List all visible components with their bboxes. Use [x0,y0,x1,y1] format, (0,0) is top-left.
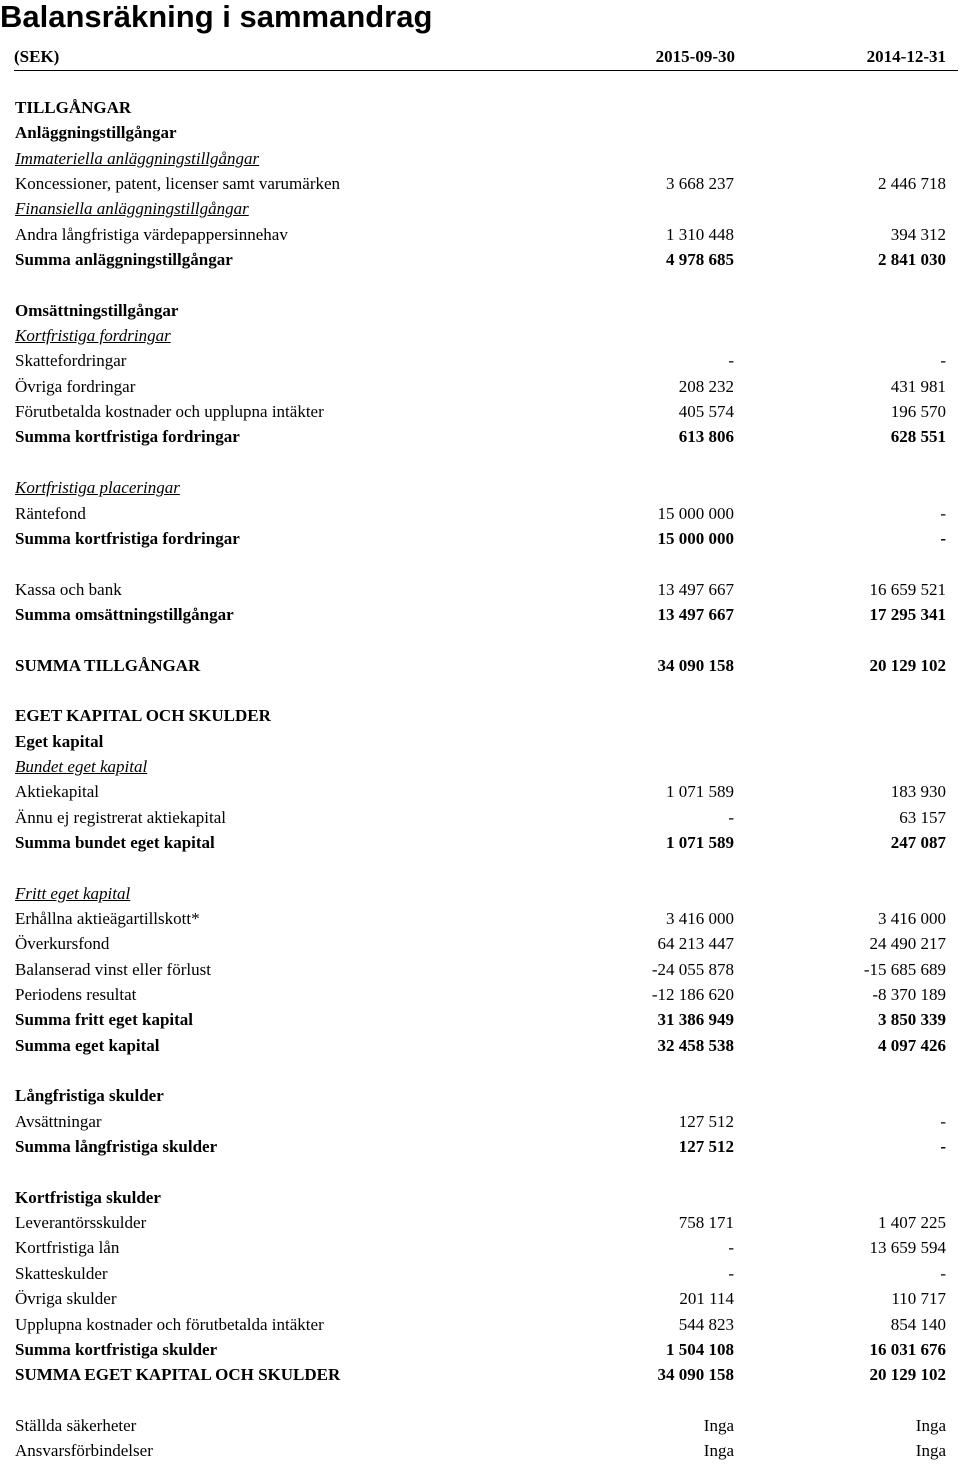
row-label: Kortfristiga lån [15,1238,120,1258]
table-row [15,1134,946,1159]
value-2015-09-30: 13 497 667 [657,579,734,599]
column-header [14,44,958,71]
value-2015-09-30: - [728,351,734,371]
value-2014-12-31: 854 140 [890,1314,946,1334]
spacer-row [15,450,946,475]
row-label: Immateriella anläggningstillgångar [15,148,260,168]
row-label: Balanserad vinst eller förlust [15,959,211,979]
value-2015-09-30: 3 668 237 [666,174,734,194]
value-2014-12-31: 16 031 676 [869,1339,946,1359]
value-2014-12-31: - [940,351,946,371]
value-2014-12-31: 24 490 217 [869,934,946,954]
row-label: Omsättningstillgångar [15,300,179,320]
table-row [15,881,946,906]
table-row [15,805,946,830]
table-row [15,475,946,500]
row-label: Kortfristiga placeringar [15,478,180,498]
row-label: SUMMA TILLGÅNGAR [15,655,201,675]
value-2015-09-30: -24 055 878 [651,959,734,979]
row-label: Ansvarsförbindelser [15,1441,153,1461]
table-row [15,1286,946,1311]
table-row [15,1312,946,1337]
value-2015-09-30: Inga [703,1441,734,1461]
table-row [15,577,946,602]
value-2014-12-31: 17 295 341 [869,604,946,624]
spacer-row [15,855,946,880]
value-2014-12-31: 2 446 718 [878,174,946,194]
value-2014-12-31: 13 659 594 [869,1238,946,1258]
value-2015-09-30: 201 114 [679,1289,734,1309]
row-label: Koncessioner, patent, licenser samt varumärken [15,174,341,194]
table-row [15,703,946,728]
value-2014-12-31: Inga [915,1415,946,1435]
value-2015-09-30: 758 171 [678,1213,734,1233]
spacer-row [15,678,946,703]
row-label: SUMMA EGET KAPITAL OCH SKULDER [15,1365,341,1385]
table-row [15,830,946,855]
table-row [15,957,946,982]
row-label: Summa fritt eget kapital [15,1010,194,1030]
table-row [15,1413,946,1438]
table-row [15,1235,946,1260]
value-2014-12-31: 3 416 000 [878,909,946,928]
table-row [15,1033,946,1058]
row-label: Fritt eget kapital [15,883,131,903]
value-2014-12-31: 63 157 [899,807,946,827]
row-label: Ställda säkerheter [15,1415,137,1435]
value-2015-09-30: 31 386 949 [657,1010,734,1030]
value-2014-12-31: 247 087 [890,832,946,852]
row-label: Eget kapital [15,731,104,751]
value-2014-12-31: 110 717 [891,1289,946,1309]
value-2014-12-31: 431 981 [890,376,946,396]
table-row [15,1007,946,1032]
page-title: Balansräkning i sammandrag [0,0,433,34]
row-label: EGET KAPITAL OCH SKULDER [15,706,271,726]
table-row [15,1083,946,1108]
currency-label: (SEK) [14,47,60,66]
table-row [15,931,946,956]
value-2014-12-31: 20 129 102 [869,1365,946,1385]
table-row [15,1438,946,1463]
row-label: Kortfristiga fordringar [15,326,171,346]
table-row [15,1185,946,1210]
value-2015-09-30: 208 232 [678,376,734,396]
value-2014-12-31: 394 312 [890,224,946,244]
table-row [15,374,946,399]
value-2015-09-30: - [728,807,734,827]
table-row [15,399,946,424]
value-2015-09-30: 405 574 [678,402,734,422]
row-label: Summa omsättningstillgångar [15,604,234,624]
spacer-row [15,551,946,576]
value-2014-12-31: - [940,503,946,523]
row-label: Upplupna kostnader och förutbetalda intäkter [15,1314,324,1334]
table-row [15,779,946,804]
row-label: Skattefordringar [15,351,127,371]
row-label: Avsättningar [15,1111,102,1131]
table-row [15,1337,946,1362]
value-2015-09-30: 1 310 448 [666,224,734,244]
row-label: Räntefond [15,503,86,523]
spacer-row [15,1058,946,1083]
value-2015-09-30: 15 000 000 [657,528,734,548]
row-label: Leverantörsskulder [15,1213,147,1233]
row-label: Överkursfond [15,934,110,954]
spacer-row [15,627,946,652]
value-2015-09-30: 13 497 667 [657,604,734,624]
value-2014-12-31: 4 097 426 [878,1035,946,1055]
value-2015-09-30: - [728,1238,734,1258]
table-row [15,95,946,120]
value-2015-09-30: 613 806 [678,427,734,447]
row-label: Förutbetalda kostnader och upplupna intäkter [15,402,324,422]
value-2014-12-31: - [940,528,946,548]
column-date-2014: 2014-12-31 [866,47,946,66]
value-2015-09-30: 32 458 538 [657,1035,734,1055]
value-2015-09-30: 127 512 [678,1137,734,1157]
value-2014-12-31: -8 370 189 [872,985,946,1005]
value-2015-09-30: 34 090 158 [657,1365,734,1385]
row-label: Summa kortfristiga fordringar [15,528,240,548]
row-label: Summa eget kapital [15,1035,160,1055]
table-row [15,1109,946,1134]
value-2014-12-31: - [940,1263,946,1283]
spacer-row [15,1159,946,1184]
value-2015-09-30: 127 512 [678,1111,734,1131]
row-label: Summa bundet eget kapital [15,832,215,852]
row-label: Summa kortfristiga skulder [15,1339,218,1359]
value-2014-12-31: 628 551 [890,427,946,447]
row-label: Andra långfristiga värdepappersinnehav [15,224,288,244]
row-label: TILLGÅNGAR [15,98,132,117]
value-2015-09-30: 544 823 [678,1314,734,1334]
table-row [15,501,946,526]
value-2014-12-31: 16 659 521 [869,579,946,599]
table-row [15,196,946,221]
table-row [15,146,946,171]
row-label: Aktiekapital [15,782,100,802]
value-2014-12-31: 2 841 030 [878,250,946,270]
row-label: Bundet eget kapital [15,756,148,776]
value-2014-12-31: - [940,1111,946,1131]
row-label: Ännu ej registrerat aktiekapital [15,807,226,827]
row-label: Anläggningstillgångar [15,123,177,143]
row-label: Kassa och bank [15,579,122,599]
table-row [15,424,946,449]
value-2015-09-30: 1 071 589 [666,782,734,802]
value-2014-12-31: 1 407 225 [878,1213,946,1233]
value-2015-09-30: 64 213 447 [657,934,734,954]
row-label: Övriga fordringar [15,376,136,396]
value-2015-09-30: Inga [703,1415,734,1435]
row-label: Summa anläggningstillgångar [15,250,233,270]
row-label: Kortfristiga skulder [15,1187,161,1207]
row-label: Erhållna aktieägartillskott* [15,909,200,928]
table-row [15,754,946,779]
table-row [15,298,946,323]
table-row [15,906,946,931]
table-row [15,247,946,272]
value-2015-09-30: -12 186 620 [651,985,734,1005]
spacer-row [15,272,946,297]
value-2014-12-31: 196 570 [890,402,946,422]
value-2015-09-30: 34 090 158 [657,655,734,675]
table-row [15,982,946,1007]
table-row [15,602,946,627]
row-label: Finansiella anläggningstillgångar [15,199,249,219]
value-2014-12-31: 3 850 339 [878,1010,946,1030]
value-2014-12-31: Inga [915,1441,946,1461]
table-row [15,526,946,551]
value-2015-09-30: 1 504 108 [666,1339,734,1359]
table-row [15,1210,946,1235]
row-label: Summa kortfristiga fordringar [15,427,240,447]
table-row [15,1261,946,1286]
column-date-2015: 2015-09-30 [655,47,735,66]
value-2014-12-31: 183 930 [890,782,946,802]
value-2014-12-31: 20 129 102 [869,655,946,675]
value-2015-09-30: 4 978 685 [666,250,734,270]
row-label: Övriga skulder [15,1289,117,1309]
row-label: Summa långfristiga skulder [15,1137,218,1157]
table-row [15,653,946,678]
value-2015-09-30: 3 416 000 [666,909,734,928]
value-2015-09-30: - [728,1263,734,1283]
table-row [15,1362,946,1387]
table-row [15,348,946,373]
table-row [15,171,946,196]
row-label: Skatteskulder [15,1263,108,1283]
value-2015-09-30: 15 000 000 [657,503,734,523]
balance-sheet-table [15,95,946,1464]
table-row [15,222,946,247]
row-label: Periodens resultat [15,985,137,1005]
table-row [15,323,946,348]
row-label: Långfristiga skulder [15,1086,164,1106]
value-2014-12-31: -15 685 689 [863,959,946,979]
table-row [15,729,946,754]
value-2015-09-30: 1 071 589 [666,832,734,852]
spacer-row [15,1388,946,1413]
value-2014-12-31: - [940,1137,946,1157]
table-row [15,120,946,145]
